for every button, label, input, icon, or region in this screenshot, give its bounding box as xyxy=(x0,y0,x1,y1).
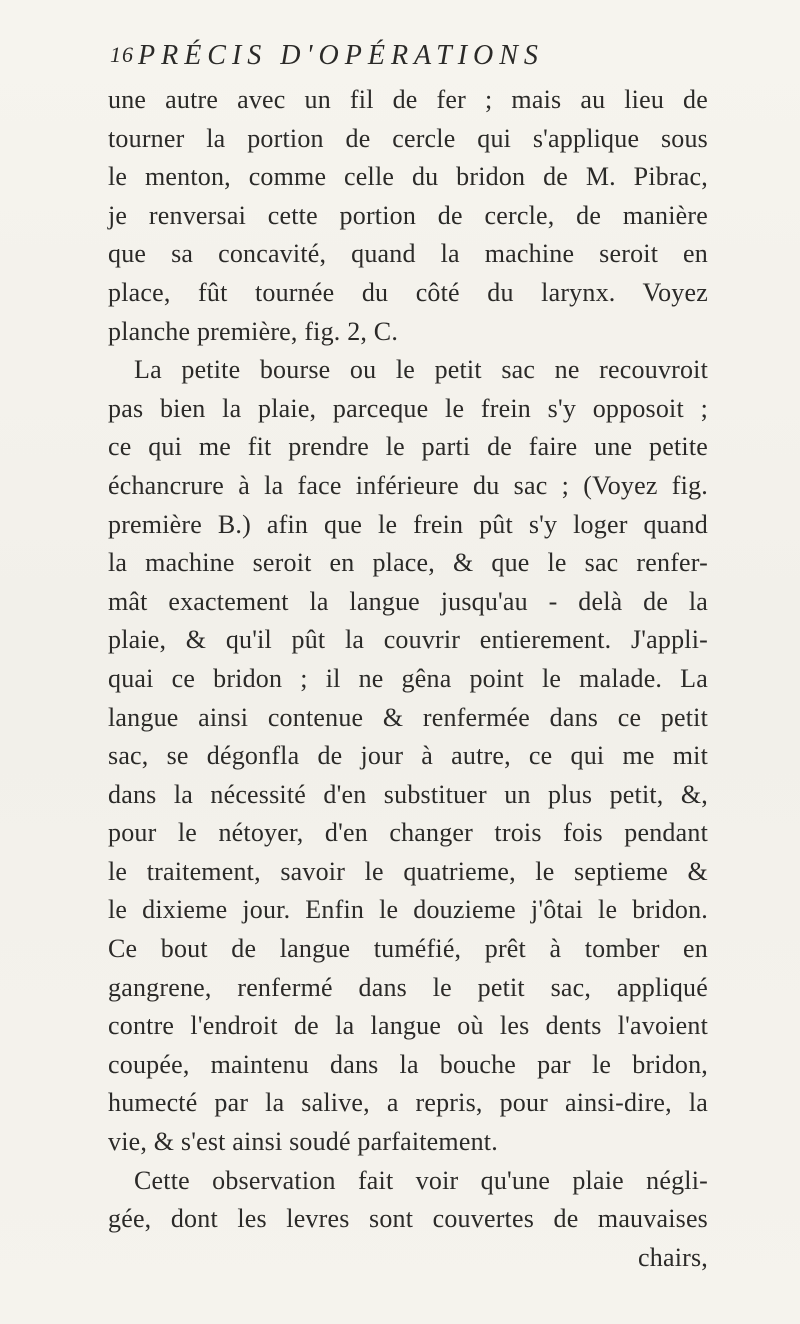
text-line: tourner la portion de cercle qui s'applique sous xyxy=(108,123,708,153)
text-line: le dixieme jour. Enfin le douzieme j'ôtai le bridon. xyxy=(108,895,708,925)
text-line: gée, dont les levres sont couvertes de mauvaises xyxy=(108,1204,708,1234)
text-line: sac, se dégonfla de jour à autre, ce qui me mit xyxy=(108,741,708,771)
text-line: pas bien la plaie, parceque le frein s'y opposoit ; xyxy=(108,393,708,423)
text-line: dans la nécessité d'en substituer un plus petit, &, xyxy=(108,779,708,809)
running-head xyxy=(110,40,670,80)
text-line: je renversai cette portion de cercle, de manière xyxy=(108,200,708,230)
text-line: Ce bout de langue tuméfié, prêt à tomber en xyxy=(108,934,708,964)
text-line: contre l'endroit de la langue où les dents l'avoient xyxy=(108,1011,708,1041)
text-line: pour le nétoyer, d'en changer trois fois pendant xyxy=(108,818,708,848)
text-line: planche première, fig. 2, C. xyxy=(108,316,399,346)
text-line: quai ce bridon ; il ne gêna point le malade. La xyxy=(108,663,708,693)
body-text xyxy=(108,81,708,1277)
page-number: 16 xyxy=(110,42,134,67)
running-title: PRÉCIS D'OPÉRATIONS xyxy=(138,40,544,71)
text-line: que sa concavité, quand la machine seroit en xyxy=(108,239,708,269)
text-line: le menton, comme celle du bridon de M. Pibrac, xyxy=(108,162,708,192)
text-line: le traitement, savoir le quatrieme, le septieme & xyxy=(108,856,708,886)
text-line: humecté par la salive, a repris, pour ainsi-dire, la xyxy=(108,1088,708,1118)
text-line: plaie, & qu'il pût la couvrir entierement. J'appli- xyxy=(108,625,708,655)
text-line: mât exactement la langue jusqu'au - delà de la xyxy=(108,586,708,616)
text-line: la machine seroit en place, & que le sac renfer- xyxy=(108,548,708,578)
text-line: ce qui me fit prendre le parti de faire une petite xyxy=(108,432,708,462)
text-line: coupée, maintenu dans la bouche par le bridon, xyxy=(108,1049,708,1079)
text-line: une autre avec un fil de fer ; mais au lieu de xyxy=(108,85,708,114)
text-line: Cette observation fait voir qu'une plaie négli- xyxy=(134,1165,708,1195)
text-line: gangrene, renfermé dans le petit sac, appliqué xyxy=(108,972,708,1002)
text-line: La petite bourse ou le petit sac ne recouvroit xyxy=(134,355,708,385)
text-line: langue ainsi contenue & renfermée dans ce petit xyxy=(108,702,708,732)
text-line: première B.) afin que le frein pût s'y loger quand xyxy=(108,509,708,539)
catchword: chairs, xyxy=(638,1242,708,1272)
text-line: échancrure à la face inférieure du sac ; (Voyez fig. xyxy=(108,470,708,500)
text-line: vie, & s'est ainsi soudé parfaitement. xyxy=(108,1127,498,1157)
text-line: place, fût tournée du côté du larynx. Voyez xyxy=(108,277,708,307)
